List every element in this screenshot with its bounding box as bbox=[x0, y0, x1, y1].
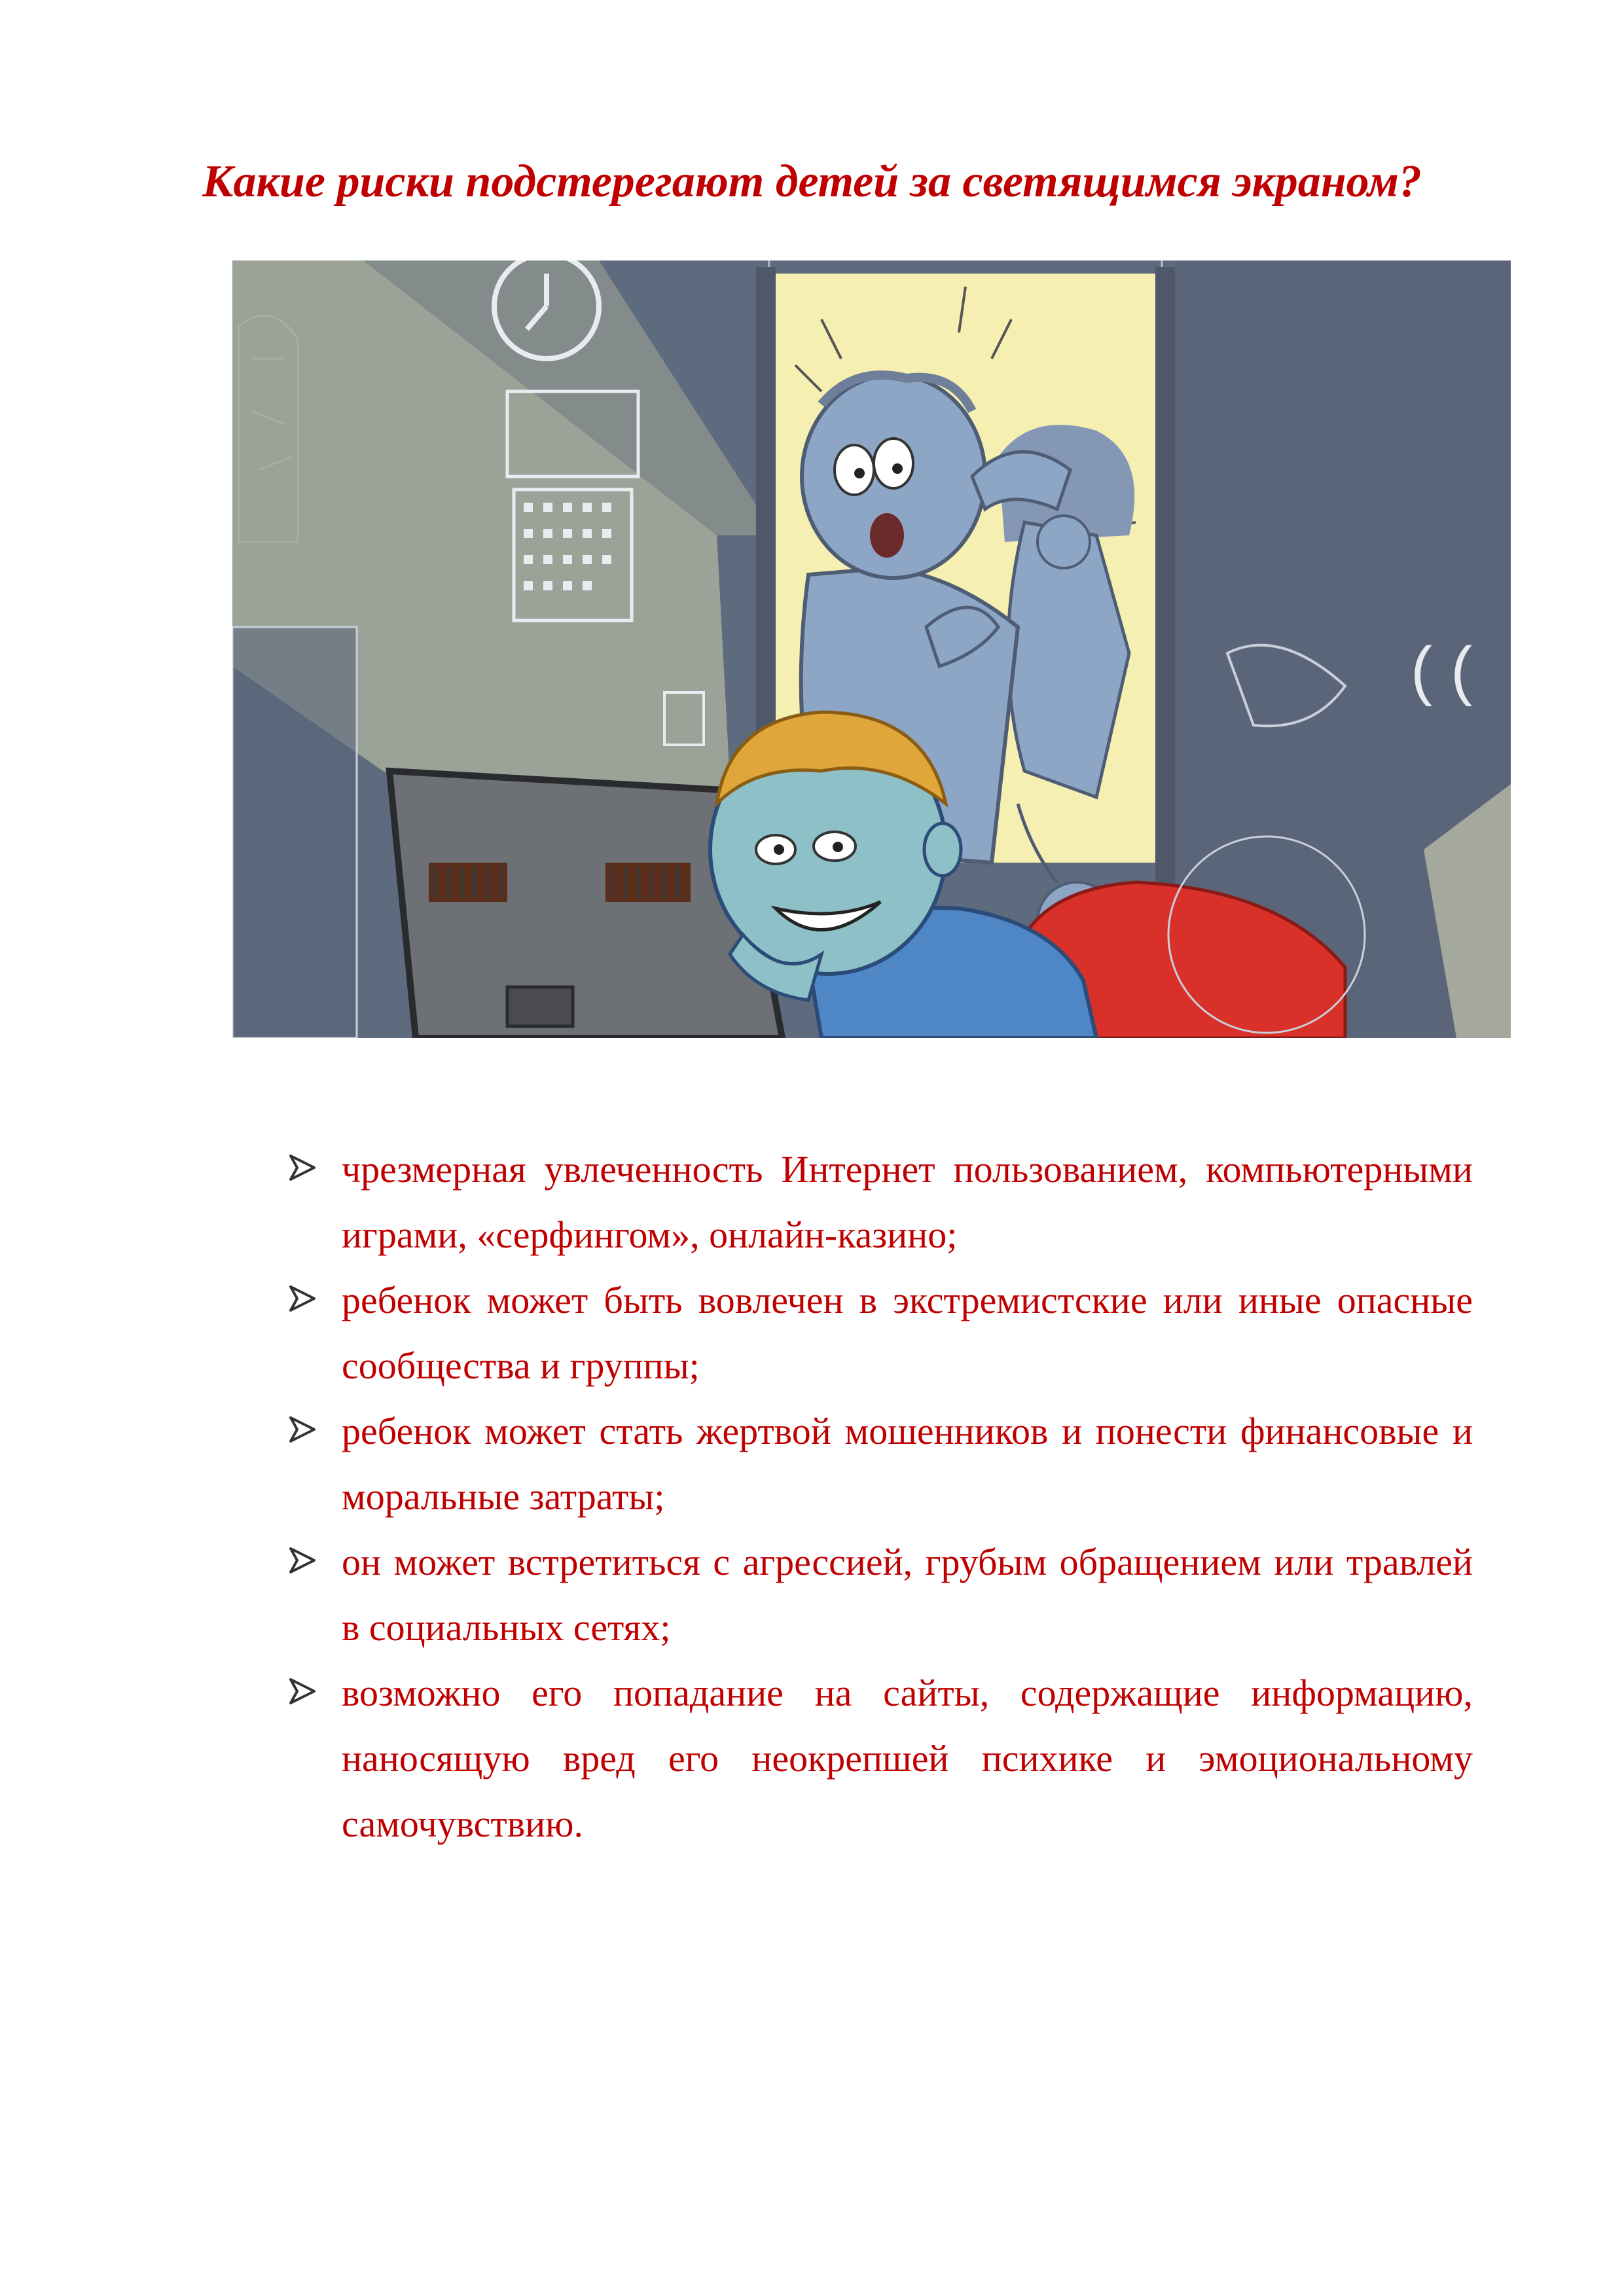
risk-text: он может встретиться с агрессией, грубым обращением или травлей в социальных сетях; bbox=[342, 1541, 1473, 1649]
list-item bbox=[288, 1660, 1473, 1857]
svg-text:( (: ( ( bbox=[1411, 634, 1473, 707]
risk-text: возможно его попадание на сайты, содержащие информацию, наносящую вред его неокрепшей психике и эмоциональному самочувствию. bbox=[342, 1672, 1473, 1845]
arrowhead-bullet-icon bbox=[288, 1546, 317, 1575]
arrowhead-bullet-icon bbox=[288, 1284, 317, 1313]
arrowhead-bullet-icon bbox=[288, 1153, 317, 1182]
risk-text: чрезмерная увлеченность Интернет пользованием, компьютерными играми, «серфингом», онлайн-казино; bbox=[342, 1148, 1473, 1256]
page-title: Какие риски подстерегают детей за светящимся экраном? bbox=[202, 156, 1422, 207]
list-item bbox=[288, 1137, 1473, 1268]
list-item bbox=[288, 1268, 1473, 1399]
cartoon-family-computer-illustration bbox=[232, 260, 1511, 1038]
list-item bbox=[288, 1399, 1473, 1530]
risk-list bbox=[288, 1137, 1473, 1857]
list-item bbox=[288, 1530, 1473, 1660]
arrowhead-bullet-icon bbox=[288, 1677, 317, 1706]
arrowhead-bullet-icon bbox=[288, 1415, 317, 1444]
risk-text: ребенок может быть вовлечен в экстремистские или иные опасные сообщества и группы; bbox=[342, 1279, 1473, 1387]
illustration-drawing bbox=[232, 260, 1511, 1038]
risk-text: ребенок может стать жертвой мошенников и понести финансовые и моральные затраты; bbox=[342, 1410, 1473, 1518]
